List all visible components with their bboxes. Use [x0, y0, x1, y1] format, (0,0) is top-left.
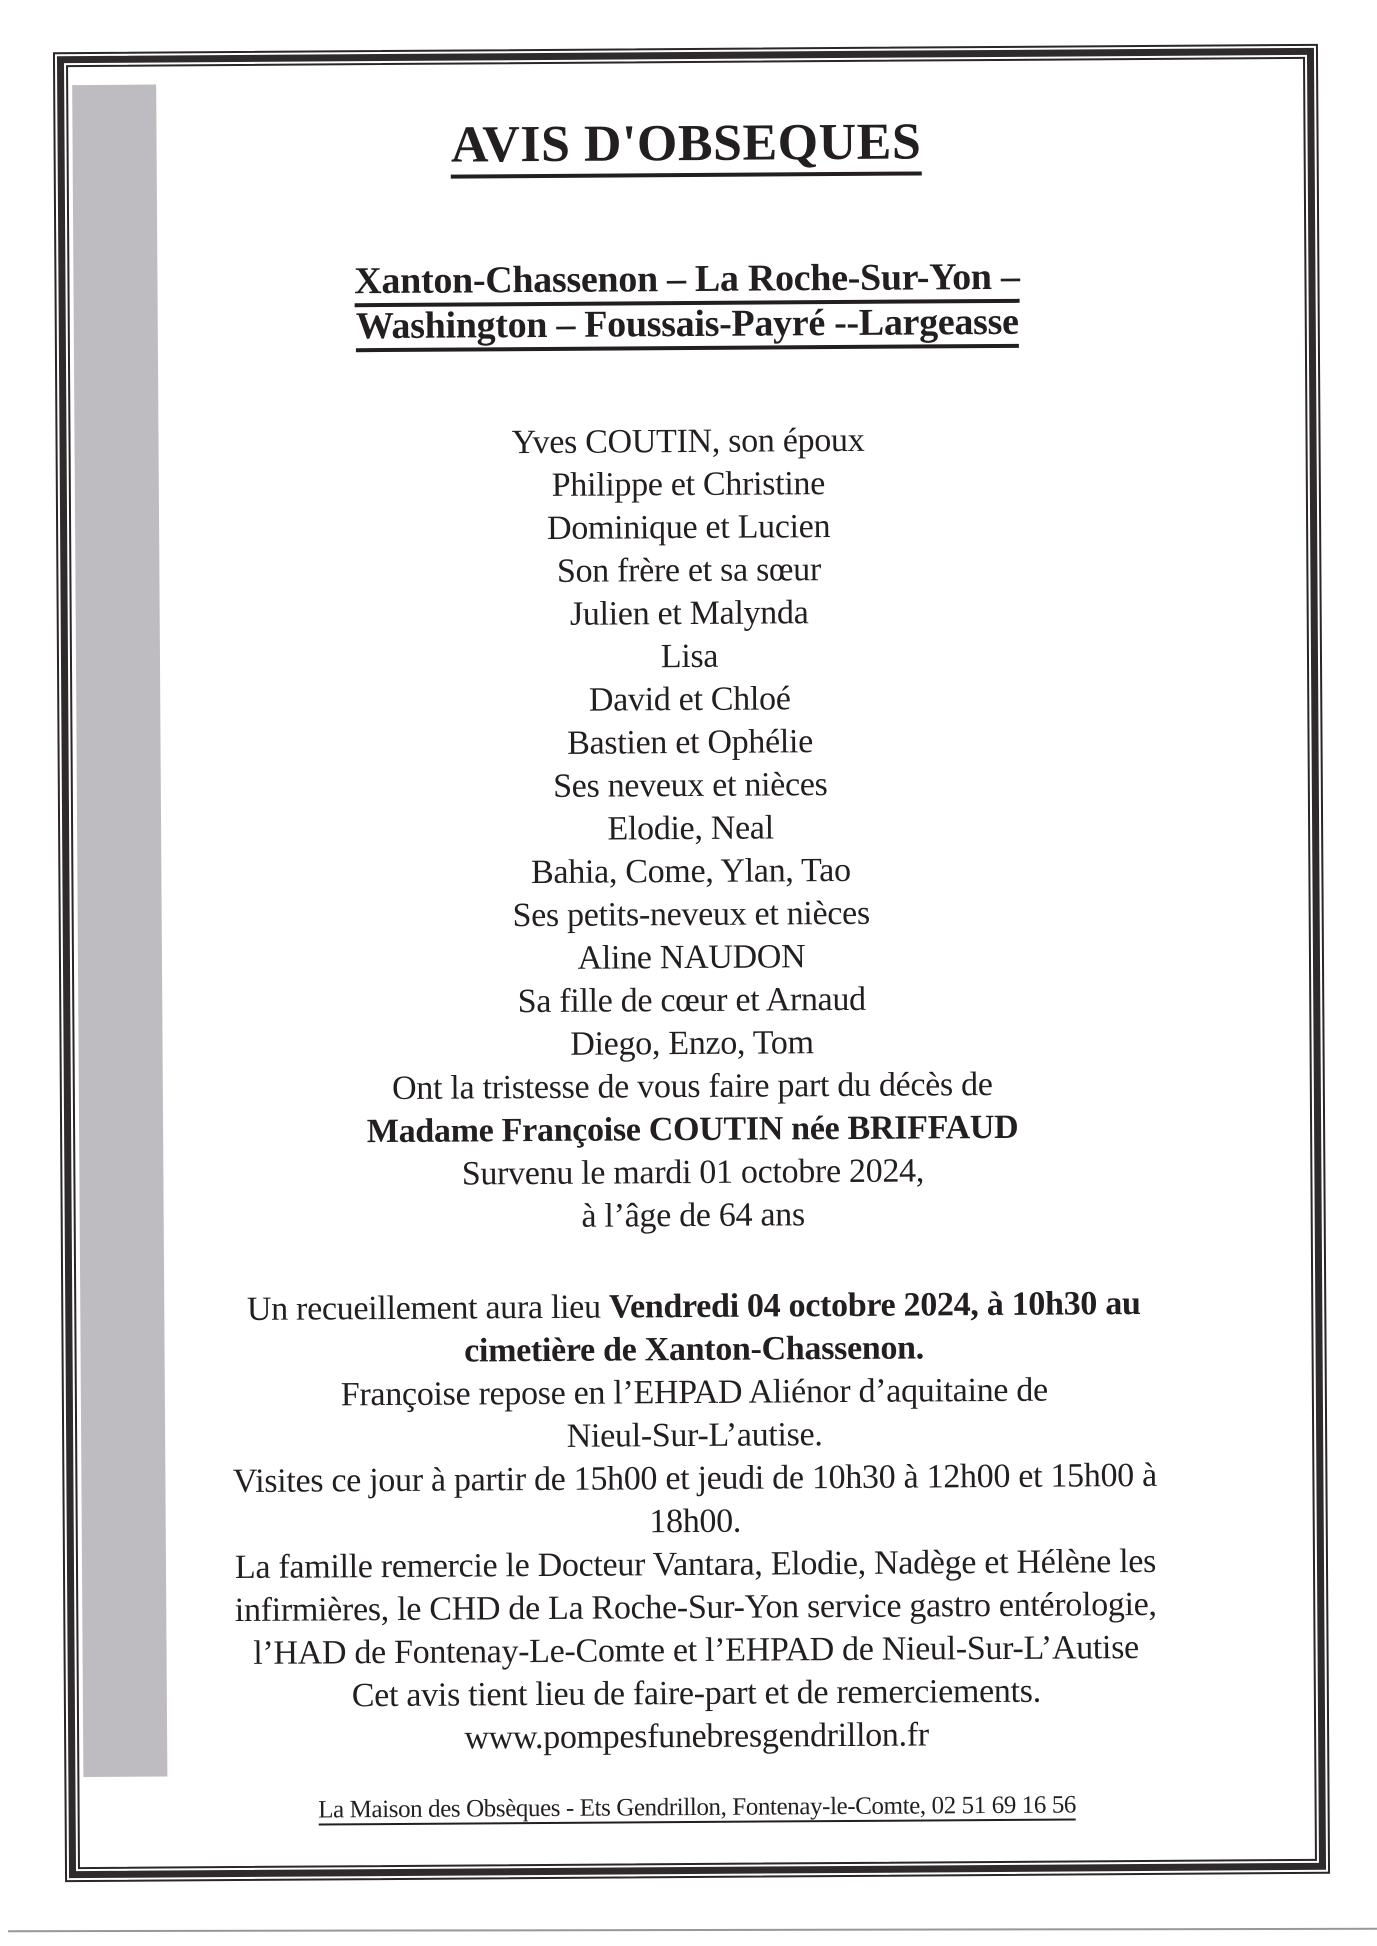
family-line: Lisa [660, 637, 719, 676]
family-line: Diego, Enzo, Tom [570, 1024, 814, 1063]
family-line: David et Chloé [588, 680, 791, 719]
family-line: Bahia, Come, Ylan, Tao [530, 851, 851, 892]
visits-line-2: 18h00. [649, 1502, 742, 1541]
thanks-line-1: La famille remercie le Docteur Vantara, Elodie, Nadège et Hélène les [234, 1542, 1157, 1587]
family-line: Ses petits-neveux et nièces [512, 894, 870, 935]
ceremony-place: cimetière de Xanton-Chassenon. [464, 1329, 925, 1370]
thanks-line-3: l’HAD de Fontenay-Le-Comte et l’EHPAD de Nieul-Sur-L’Autise [253, 1629, 1139, 1672]
family-line: Julien et Malynda [569, 594, 809, 633]
locations-text-2: Washington – Foussais-Payré --Largeasse [356, 301, 1019, 352]
visits-line-1: Visites ce jour à partir de 15h00 et jeudi de 10h30 à 12h00 et 15h00 à [232, 1456, 1158, 1501]
family-line: Aline NAUDON [577, 938, 806, 977]
page-title [53, 110, 1318, 178]
scan-edge-line [8, 1928, 1377, 1932]
death-date: Survenu le mardi 01 octobre 2024, [461, 1152, 925, 1193]
notice-content [53, 44, 1330, 1882]
thanks-line-4: Cet avis tient lieu de faire-part et de remerciements. [351, 1672, 1041, 1715]
family-line: Ses neveux et nièces [553, 766, 828, 805]
family-line: Son frère et sa sœur [556, 551, 822, 590]
ceremony-intro: Un recueillement aura lieu [246, 1288, 610, 1328]
age-line: à l’âge de 64 ans [581, 1196, 805, 1235]
ceremony-datetime: Vendredi 04 octobre 2024, à 10h30 au [608, 1285, 1141, 1326]
footer-contact-text: La Maison des Obsèques - Ets Gendrillon, Fontenay-le-Comte, 02 51 69 16 56 [318, 1791, 1077, 1824]
page-title-text: AVIS D'OBSEQUES [451, 113, 922, 178]
family-line: Philippe et Christine [551, 465, 826, 504]
family-line: Dominique et Lucien [546, 508, 831, 547]
website-link[interactable]: www.pompesfunebresgendrillon.fr [464, 1716, 929, 1757]
document-frame [53, 44, 1330, 1882]
footer-contact [65, 1789, 1330, 1827]
deceased-name: Madame Françoise COUTIN née BRIFFAUD [366, 1108, 1019, 1151]
locations-text-1: Xanton-Chassenon – La Roche-Sur-Yon – [354, 256, 1020, 307]
family-line: Elodie, Neal [607, 809, 774, 848]
family-line: Sa fille de cœur et Arnaud [517, 980, 866, 1021]
locations-line-2 [55, 297, 1320, 351]
announcement-line: Ont la tristesse de vous faire part du décès de [391, 1066, 993, 1107]
family-line: Yves COUTIN, son époux [511, 421, 865, 462]
resting-line-1: Françoise repose en l’EHPAD Aliénor d’aquitaine de [340, 1371, 1048, 1414]
resting-line-2: Nieul-Sur-L’autise. [566, 1416, 823, 1455]
thanks-line-2: infirmières, le CHD de La Roche-Sur-Yon service gastro entérologie, [234, 1585, 1157, 1630]
family-line: Bastien et Ophélie [567, 723, 814, 762]
